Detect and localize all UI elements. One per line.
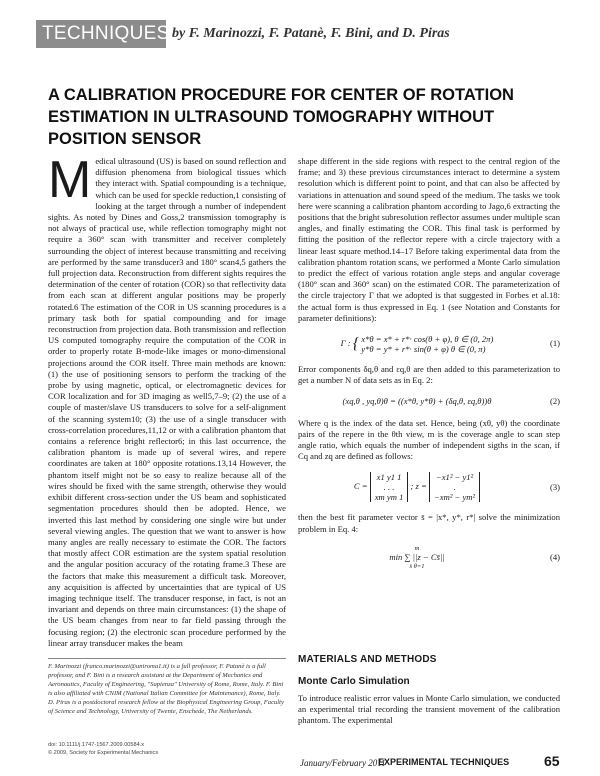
- equation-4-body: [298, 545, 536, 570]
- section-banner: [36, 20, 170, 48]
- right-paragraph-3: Where q is the index of the data set. Hence, being (xθ, yθ) the coordinate pairs of the repere in the θth view, m is the coverage angle to scan step angle ratio, which equals the number of independent sigths in the scan, if Cq and zq are defined as follows:: [298, 417, 560, 462]
- footer-journal: EXPERIMENTAL TECHNIQUES: [378, 757, 510, 767]
- equation-4: [298, 545, 560, 570]
- article-title: A CALIBRATION PROCEDURE FOR CENTER OF ROTATION ESTIMATION IN ULTRASOUND TOMOGRAPHY WITHOUT POSITION SENSOR: [48, 86, 514, 148]
- right-paragraph-2: Error components δq,θ and εq,θ are then added to this parameterization to get a number N of data sets as in Eq. 2:: [298, 364, 560, 386]
- authors-byline: by F. Marinozzi, F. Patanè, F. Bini, and D. Piras: [172, 26, 450, 41]
- equation-2-number: (2): [549, 396, 560, 407]
- equation-4-number: (4): [549, 551, 560, 562]
- matrix-z-row-3: −xm² − ym²: [434, 492, 476, 503]
- doi-block: [48, 742, 158, 757]
- monte-carlo-paragraph: To introduce realistic error values in Monte Carlo simulation, we conducted an experimental trial recording the transient movement of the calibration phantom. The experimental: [298, 693, 560, 726]
- matrix-z-row-2: .: [453, 482, 456, 493]
- equation-4-bottom: s̄ θ=1: [409, 563, 425, 571]
- matrix-c-row-2: . . .: [383, 482, 395, 493]
- section-label: TECHNIQUES: [42, 23, 170, 44]
- author-footnote: F. Marinozzi (franco.marinozzi@uniroma1.it) is a full professor, F. Patanè is a full professor, and F. Bini is a research assistant at the Department of Mechanics and Aeronautics, Faculty of Engineering, "Sapienza" University of Rome, Rome, Italy. F. Bini is also affiliated with CNIM (National Italian Committee for Maintenance), Rome, Italy. D. Piras is a postdoctoral research fellow at the Biophysical Engineering Group, Faculty of Science and Technology, University of Twente, Enschede, The Netherlands.: [48, 663, 284, 715]
- section-heading: MATERIALS AND METHODS: [298, 654, 437, 665]
- matrix-z: [429, 472, 480, 502]
- page-number: 65: [544, 753, 560, 769]
- footnote-divider: [48, 658, 286, 659]
- right-paragraph-4: then the best fit parameter vector s̄ = |x*, y*, r*| solve the minimization problem in Eq. 4:: [298, 512, 560, 534]
- equation-4-top: m: [414, 544, 420, 552]
- equation-4-main: min ∑ ||z − Cs̄||: [389, 551, 445, 562]
- right-column: [298, 156, 560, 580]
- subsection-heading: Monte Carlo Simulation: [298, 676, 410, 687]
- matrix-c-row-1: x1 y1 1: [376, 472, 402, 483]
- equation-1-number: (1): [549, 338, 560, 349]
- equation-1-line-1: x*θ = x* + r*· cos(θ + φ), θ ∈ (0, 2π): [361, 334, 494, 345]
- equation-1-lhs: Γ :: [340, 338, 351, 349]
- equation-1: [298, 334, 560, 354]
- matrix-z-row-1: −x1² − y1²: [435, 472, 474, 483]
- equation-3-mid: ; z =: [410, 481, 427, 492]
- equation-2: [298, 396, 560, 407]
- copyright: © 2009, Society for Experimental Mechanics: [48, 749, 159, 756]
- doi: doi: 10.1111/j.1747-1567.2009.00584.x: [48, 742, 145, 748]
- equation-2-body: (xq,θ , yq,θ)θ = ((x*θ, y*θ) + (δq,θ, εq,θ))θ: [342, 396, 492, 407]
- equation-3: [298, 472, 560, 502]
- equation-3-number: (3): [549, 481, 560, 492]
- equation-3-body: [298, 472, 536, 502]
- equation-1-body: Γ : { x*θ = x* + r*· cos(θ + φ), θ ∈ (0, 2π) y*θ = y* + r*· sin(θ + φ) θ ∈ (0, π): [340, 334, 494, 355]
- drop-cap: M: [48, 151, 92, 209]
- equation-3-lhs: C =: [353, 481, 368, 492]
- right-paragraph-1: shape different in the side regions with respect to the central region of the frame; and 3) these previous circumstances interact to determine a system resolution which is different point to point, and that can also be affected by variations in attenuation and sound speed of the medium. The tasks we took here were scanning a calibration phantom according to Jago,6 extracting the positions that the bright subresolution reflector assumes under multiple scan angles, and finally estimating the COR. This final task is performed by fitting the position of the reflector repere with a circle trajectory with a linear least square method.14–17 Before taking experimental data from the calibration phantom rotation scans, we performed a Monte Carlo simulation to predict the effect of various rotation angle steps and angular coverage (180° scan and 360° scan) on the estimated COR. The parameterization of the circle trajectory Γ that we adopted is that suggested in Forbes et al.18: the actual form is thus expressed in Eq. 1 (see Notation and Constants for parameter definitions):: [298, 156, 560, 323]
- left-column: [48, 151, 287, 649]
- intro-paragraph: [48, 151, 287, 649]
- footer-date: January/February 2011: [300, 758, 386, 768]
- matrix-c: [370, 472, 409, 502]
- equation-1-line-2: y*θ = y* + r*· sin(θ + φ) θ ∈ (0, π): [361, 344, 486, 355]
- intro-text: edical ultrasound (US) is based on sound reflection and diffusion phenomena from biological tissues which they interact with. Spatial compounding is a technique, which can be used for speckle reduction,1 consisting of looking at the target through a number of independent sights. As noted by Dines and Goss,2 transmission tomography is not always of practical use, while reflection tomography might not require a 360° scan with transmitter and receiver completely surrounding the object of interest because transmitting and receiving are performed by the same transducer3 and 180° scan4,5 gathers the full projection data. Reconstruction from different sights requires the determination of the center of rotation (COR) so that reflectivity data from each scan at different angular positions may be properly rotated.6 The estimation of the COR in US scanning procedures is a primary task both for spatial compounding and for image reconstruction from projection data. Both transmission and reflection US computed tomography require the computation of the COR in order to properly rotate B-mode-like images or mono-dimensional projections around the COR itself. Three main methods are known: (1) the use of positioning sensors to perform the tracking of the probe by using magnetic, optical, or electromagnetic devices for COR localization and for 3D imaging as well5,7–9; (2) the use of a couple of master/slave US transducers to solve for a self-alignment of the scanning system10; (3) the use of a single transducer with cross-correlation procedures,11,12 or with a calibration phantom that contains a reference bright reflector6; in this last occurrence, the calibration phantom is made up of several wires, and repere coordinates are taken at 180° opposite rotations.13,14 However, the phantom itself might not be so easy to realize because all of the wires should be fixed with the same strength, otherwise they would exhibit different cross-section under the US beam and sophisticated segmentation procedures should then be adopted. Hence, we inverted this last method by considering one single wire but under several viewing angles. The question that we want to answer is how many angles are really necessary to estimate the COR. The factors that mostly affect COR estimation are the system spatial resolution and the angular position accuracy of the rotating frame.3 These are the factors that make this measurement a difficult task. Moreover, any acquisition is affected by uncertainties that are typical of US imaging technique itself. The transducer response, in fact, is not an invariant and depends on three main circumstances: (1) the shape of the US beam changes from near to far field passing through the focusing region; (2) the electronic scan procedure performed by the linear array transducer makes the beam: [48, 156, 287, 648]
- matrix-c-row-3: xm ym 1: [374, 492, 404, 503]
